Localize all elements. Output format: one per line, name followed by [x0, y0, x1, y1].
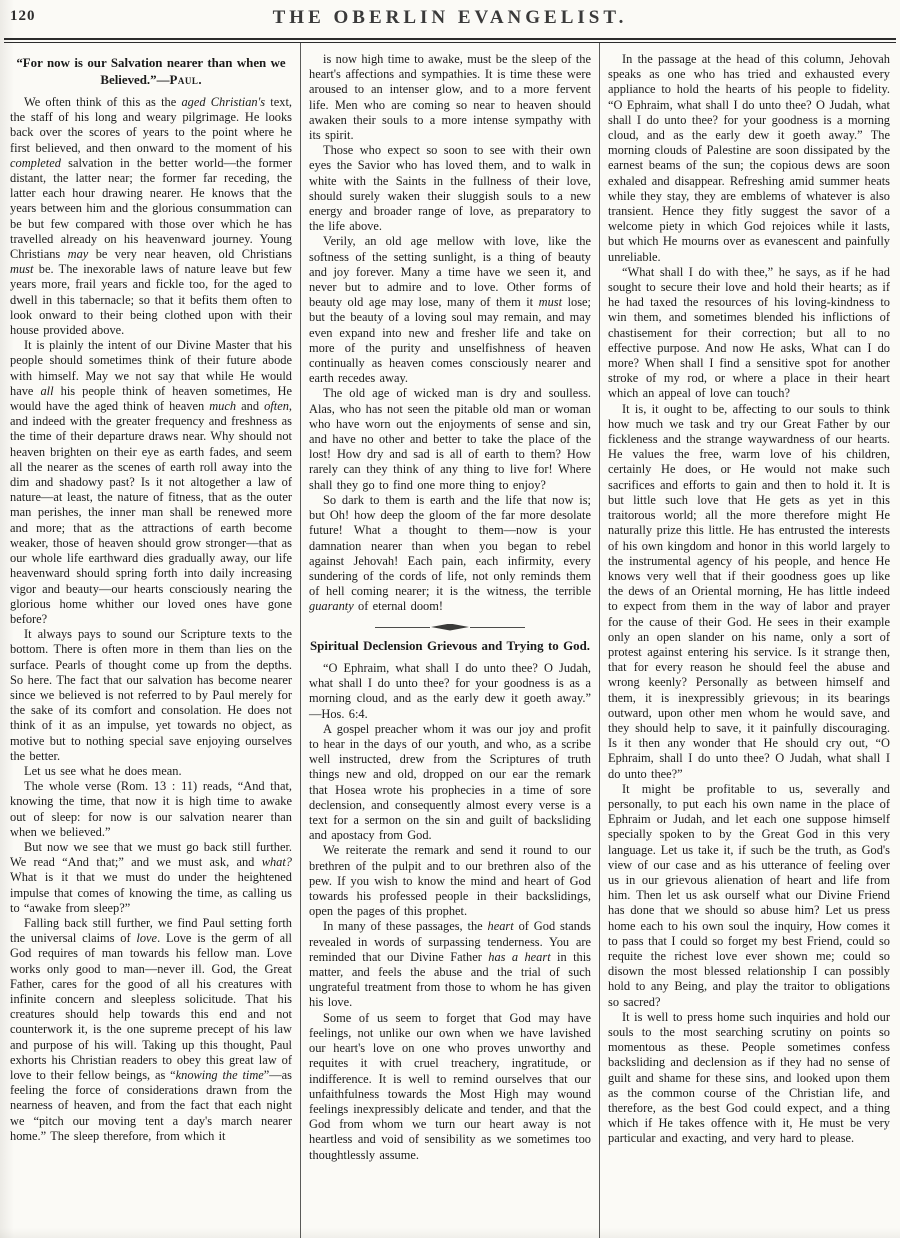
paragraph: We reiterate the remark and send it round to our brethren of the pulpit and to our brethren also of the pew. If you wish to know the mind and heart of God towards his professed people in their backslidings, open the pages of this prophet. [309, 843, 591, 919]
article-heading: “For now is our Salvation nearer than when we Believed.”—Paul. [16, 56, 286, 87]
paragraph: It is, it ought to be, affecting to our souls to think how much we task and try our Great Father by our fickleness and the strange waywardness of our hearts. He values the free, warm love of his children, certainly He does, or He would not make such sacrifices and efforts to gain and then to hold it. It is but little such love that He gets as yet in this traitorous world; all the more therefore might He naturally prize this little. He has entrusted the interests of his own kingdom and honor in this world largely to the instrumental agency of his people, and hence He knows very well that if their goodness goes up like the dews of an Oriental morning, He has little indeed to expect from them in the way of labor and prayer for the cause of their God. He sees in their example only an open slander on his name, only a sort of protest against entering his service. Is it strange then, that for every reason he should feel the abuse and wrong keenly? Personally as between himself and them, it is inexpressibly grievous; in its bearings outward, upon other men whom he would save, and they should help to save, it it painfully discouraging. Is it then any wonder that He should cry out, “O Ephraim, shall I do unto thee? O Judah, what shall I do unto thee?” [608, 401, 890, 781]
paragraph: A gospel preacher whom it was our joy and profit to hear in the days of our youth, and who, as a scribe well instructed, drew from the Scriptures of truth things new and old, dropped on our ear the remark that Hosea wrote his prophecies in a time of sore declension, and consequently almost every verse is a text for a sermon on the sin and guilt of backsliding and apostacy from God. [309, 721, 591, 843]
column-2 [301, 43, 599, 1238]
columns-container [0, 43, 900, 1238]
masthead-title: THE OBERLIN EVANGELIST. [272, 7, 628, 28]
paragraph: Falling back still further, we find Paul setting forth the universal claims of love. Love is the germ of all God requires of man towards his fellow man. Love works only good to man—never ill. God, the Great Father, cares for the good of all his creatures with infinite concern and sleepless solicitude. That his creatures should help towards this end and not counterwork it, is the one supreme precept of his law and purpose of his will. Taking up this thought, Paul exhorts his Christian readers to obey this great law of love to their fellow beings, as “knowing the time”—as feeling the force of considerations drawn from the nearness of heaven, and from the fact that each night we “pitch our moving tent a day's march nearer home.” The sleep therefore, from which it [10, 915, 292, 1143]
paragraph: So dark to them is earth and the life that now is; but Oh! how deep the gloom of the far more desolate future! What a thought to them—now is your damnation nearer than when you began to rebel against Jehovah! Each pain, each infirmity, every sundering of the cords of life, not only reminds them of hell coming nearer; it is the witness, the terrible guaranty of eternal doom! [309, 492, 591, 614]
divider-diamond-icon [431, 624, 469, 631]
paragraph: It always pays to sound our Scripture texts to the bottom. There is often more in them than lies on the surface. Pearls of thought come up from the depths. So here. The fact that our salvation has become nearer since we believed is not referred to by Paul merely for the sake of its comfort and consolation. He does not think of it as an impulse, yet towards no object, as motive but to nothing special save enjoying ourselves the better. [10, 627, 292, 763]
paragraph: Those who expect so soon to see with their own eyes the Savior who has loved them, and to walk in white with the Saints in the fullness of their love, should surely waken their sluggish souls to a new energy and broader range of love, as preparatory to the life above. [309, 143, 591, 234]
page-header [0, 0, 900, 36]
paragraph: In the passage at the head of this column, Jehovah speaks as one who has tried and exhausted every appliance to hold the hearts of his people to fidelity. “O Ephraim, what shall I do unto thee? O Judah, what shall I do unto thee? for your goodness is a morning cloud, and as the early dew it goeth away.” The morning clouds of Palestine are soon dissipated by the earnest beams of the sun; the copious dews are soon exhaled and disappear. Refreshing amid summer heats while they stay, they are emblems of whatever is also transient. Hence they fitly suggest the savor of a welcome piety in which God rejoices while it lasts, but which He mourns over as evanescent and painfully unreliable. [608, 52, 890, 264]
page-number: 120 [10, 8, 36, 24]
paragraph: Verily, an old age mellow with love, like the softness of the setting sunlight, is a thing of beauty and joy forever. Many a time have we seen it, and never but to admire and to love. Other forms of beauty old age may lose, many of them it must lose; but the beauty of a loving soul may remain, and may even expand into new and fresher life and take on more of the purity and unselfishness of heaven continually as heaven comes consciously nearer and earth recedes away. [309, 234, 592, 386]
paragraph: It is well to press home such inquiries and hold our souls to the most searching scrutiny on points so momentous as these. People sometimes confess backsliding and declension as if they had no sense of guilt and shame for these sins, and looked upon them as the common course of the Christian life, and therefore, as the best God could expect, and a thing which if He takes offence with it, He must be very particular and exacting, and very hard to please. [608, 1009, 890, 1146]
paragraph: is now high time to awake, must be the sleep of the heart's affections and sympathies. It is time these were aroused to an intenser glow, and to a more fervent life. Men who are coming so near to heaven should awaken their souls to a more intense sympathy with its spirit. [309, 52, 591, 143]
column-1 [2, 43, 300, 1238]
paragraph: It is plainly the intent of our Divine Master that his people should sometimes think of their future abode with himself. May we not say that while He would have all his people think of heaven sometimes, He would have the aged think of heaven much and often, and indeed with the greater frequency and freshness as the time of their departure draws near. Why should not heaven brighten on their eye as earth fades, and seem all the nearer as the scenes of earth roll away into the dim and shadowy past? Is it not altogether a law of nature—at least, the nature of fitness, that as the outer man perishes, the inner man shall be renewed more and more; that as the attractions of earth become weaker, those of heaven should grow stronger—that as our whole life earthward dies gradually away, our life heavenward should spring forth into daily increasing vigor and beauty—our hearts consciously nearing the glorious home whither our loved ones have gone before? [10, 338, 292, 626]
column-3 [600, 43, 898, 1238]
paragraph: The old age of wicked man is dry and soulless. Alas, who has not seen the pitable old man or woman who have worn out the enjoyments of sense and sin, and have no other and better to take the place of the lost! How dry and sad is all of earth to them? How rarely can they think of any thing to live for! Where shall they go to find one more thing to enjoy? [309, 386, 591, 492]
paragraph: We often think of this as the aged Christian's text, the staff of his long and weary pilgrimage. He looks back over the scores of years to the point where he first believed, and then onward to the moment of his completed salvation in the better world—the former distant, the latter near; the former far receding, the latter each hour drawing nearer. He knows that the years between him and the glorious consummation can be but few compared with those over which he has travelled already on his heavenward journey. Young Christians may be very near heaven, old Christians must be. The inexorable laws of nature leave but few years more, frail years and fickle too, for the aged to dwell in this tabernacle; so that it befits them often to look onward to their being clothed upon with their house provided above. [10, 95, 292, 338]
paragraph: It might be profitable to us, severally and personally, to put each his own name in the place of Ephraim or Judah, and let each one suppose himself specially spoken to by the Great God in this very language. Let us take it, if such be the truth, as God's view of our case and as his utterance of feeling over us in our grievous alienation of heart and life from him. Then let us ask ourself what our Divine Friend has done that we should so abuse him? Let us press home each to his own soul the inquiry, How comes it to pass that I could so forget my best Friend, could so requite the richest love ever shown me; could so disown the most blessed relationship I can possibly hold to any Being, and play the traitor to obligations so sacred? [608, 781, 890, 1009]
divider-line [375, 627, 430, 628]
divider-line [470, 627, 525, 628]
paragraph: Let us see what he does mean. [24, 763, 182, 778]
section-divider-ornament [375, 624, 525, 631]
paragraph: But now we see that we must go back still further. We read “And that;” and we must ask, and what? What is it that we must do under the heightened impulse that comes of knowing the time, as calling us to “awake from sleep?” [10, 839, 292, 915]
paragraph: In many of these passages, the heart of God stands revealed in words of surpassing tenderness. You are reminded that our Divine Father has a heart in this matter, and feels the abuse and the trial of such ungrateful treatment from those to whom he has given his love. [309, 919, 591, 1010]
paragraph: “What shall I do with thee,” he says, as if he had sought to secure their love and hold their hearts; as if he had taxed the resources of his loving-kindness to win them, and sometimes blended his inflictions of chastisement for their correction; but all to no effective purpose. And now He asks, What can I do more? When shall I find a sensitive spot for another stroke of my rod, or where a place in their heart which an appeal of love can touch? [608, 264, 890, 401]
paragraph: Some of us seem to forget that God may have feelings, not unlike our own when we have lavished our heart's love on one who proves unworthy and requites it with cruel treachery, ingratitude, or indifference. It is well to remind ourselves that our unfaithfulness towards the Most High may wound feelings inexpressibly delicate and tender, and that the God from whom we turn our heart away is not heartless and void of sensibility as we sometimes too thoughtlessly assume. [309, 1010, 591, 1162]
paragraph: “O Ephraim, what shall I do unto thee? O Judah, what shall I do unto thee? for your goodness is as a morning cloud, and as the early dew it goeth away.” —Hos. 6:4. [309, 661, 591, 721]
article-heading: Spiritual Declension Grievous and Trying to God. [310, 638, 590, 653]
paragraph: The whole verse (Rom. 13 : 11) reads, “And that, knowing the time, that now it is high time to awake out of sleep: for now is our salvation nearer than when we believed.” [10, 779, 292, 839]
